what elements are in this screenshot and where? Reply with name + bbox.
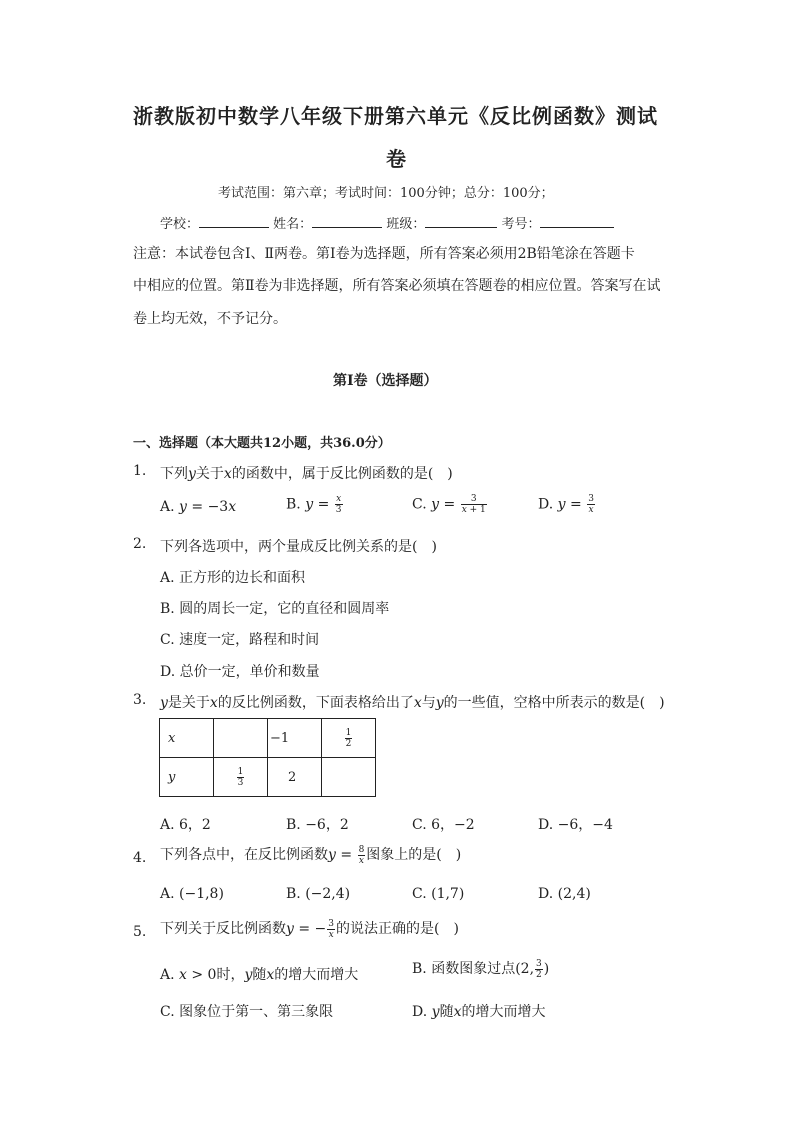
table-cell-fraction: $\frac{1}{2}$ xyxy=(322,719,376,758)
notice-line3: 卷上均无效，不予记分。 xyxy=(133,311,287,327)
question-1-option-a[interactable]: A. y = −3x xyxy=(160,499,237,515)
name-label: 姓名： xyxy=(273,217,313,232)
table-cell-fraction: $\frac{1}{3}$ xyxy=(214,758,268,797)
question-1-stem: 下列y关于x的函数中，属于反比例函数的是( ) xyxy=(160,466,453,482)
question-3-option-d[interactable]: D. −6，−4 xyxy=(538,817,613,833)
question-5-number: 5. xyxy=(133,924,147,940)
question-4-stem: 下列各点中，在反比例函数y = $\frac{8}{x}$ 图象上的是( ) xyxy=(160,844,462,866)
table-row xyxy=(160,719,376,758)
question-3-option-b[interactable]: B. −6，2 xyxy=(286,817,349,833)
question-2-stem: 下列各选项中，两个量成反比例关系的是( ) xyxy=(160,539,437,555)
number-label: 考号： xyxy=(501,217,541,232)
question-2-option-c[interactable]: C. 速度一定，路程和时间 xyxy=(160,632,320,648)
document-title-line1: 浙教版初中数学八年级下册第六单元《反比例函数》测试 xyxy=(133,104,658,128)
number-blank[interactable] xyxy=(540,227,614,228)
question-1-option-c[interactable]: C. y = $\frac{3}{x + 1}$ xyxy=(412,494,486,515)
table-cell: y xyxy=(160,758,214,797)
question-3-value-table xyxy=(159,718,376,797)
question-3-number: 3. xyxy=(133,692,147,708)
question-5-stem: 下列关于反比例函数y = − $\frac{3}{x}$ 的说法正确的是( ) xyxy=(160,918,459,940)
question-2-option-d[interactable]: D. 总价一定，单价和数量 xyxy=(160,664,320,680)
section-heading: 一、选择题（本大题共12小题，共36.0分） xyxy=(133,436,391,451)
name-blank[interactable] xyxy=(312,227,382,228)
student-fields xyxy=(160,213,614,232)
table-cell: 2 xyxy=(268,758,322,797)
question-4-number: 4. xyxy=(133,850,147,866)
question-4-option-a[interactable]: A. (−1,8) xyxy=(160,886,224,902)
question-5-option-d[interactable]: D. y随x的增大而增大 xyxy=(412,1004,546,1020)
question-2-option-a[interactable]: A. 正方形的边长和面积 xyxy=(160,570,306,586)
question-4-option-c[interactable]: C. (1,7) xyxy=(412,886,465,902)
question-5-option-c[interactable]: C. 图象位于第一、第三象限 xyxy=(160,1004,334,1020)
question-2-option-b[interactable]: B. 圆的周长一定，它的直径和圆周率 xyxy=(160,601,390,617)
document-title-line2: 卷 xyxy=(386,147,407,171)
exam-info: 考试范围：第六章；考试时间：100分钟；总分：100分； xyxy=(218,186,554,201)
table-cell-blank xyxy=(322,758,376,797)
school-label: 学校： xyxy=(160,217,200,232)
notice-line2: 中相应的位置。第Ⅱ卷为非选择题，所有答案必须填在答题卷的相应位置。答案写在试 xyxy=(133,278,661,294)
question-1-number: 1. xyxy=(133,463,147,479)
table-cell: −1 xyxy=(268,719,322,758)
question-1-option-d[interactable]: D. y = $\frac{3}{x}$ xyxy=(538,494,594,515)
question-3-stem: y是关于x的反比例函数，下面表格给出了x与y的一些值，空格中所表示的数是( ) xyxy=(160,695,665,711)
question-4-option-d[interactable]: D. (2,4) xyxy=(538,886,591,902)
school-blank[interactable] xyxy=(199,227,269,228)
table-cell-blank xyxy=(214,719,268,758)
question-2-number: 2. xyxy=(133,536,147,552)
notice-line1: 注意：本试卷包含Ⅰ、Ⅱ两卷。第Ⅰ卷为选择题，所有答案必须用2B铅笔涂在答题卡 xyxy=(133,246,635,262)
question-3-option-c[interactable]: C. 6，−2 xyxy=(412,817,475,833)
volume-title: 第Ⅰ卷（选择题） xyxy=(333,373,438,389)
table-row xyxy=(160,758,376,797)
class-label: 班级： xyxy=(386,217,426,232)
class-blank[interactable] xyxy=(425,227,497,228)
question-3-option-a[interactable]: A. 6，2 xyxy=(160,817,211,833)
question-1-option-b[interactable]: B. y = $\frac{x}{3}$ xyxy=(286,494,342,515)
question-5-option-b[interactable]: B. 函数图象过点(2, $\frac{3}{2}$ ) xyxy=(412,958,550,980)
question-5-option-a[interactable]: A. x > 0时，y随x的增大而增大 xyxy=(160,967,359,983)
question-4-option-b[interactable]: B. (−2,4) xyxy=(286,886,351,902)
table-cell: x xyxy=(160,719,214,758)
